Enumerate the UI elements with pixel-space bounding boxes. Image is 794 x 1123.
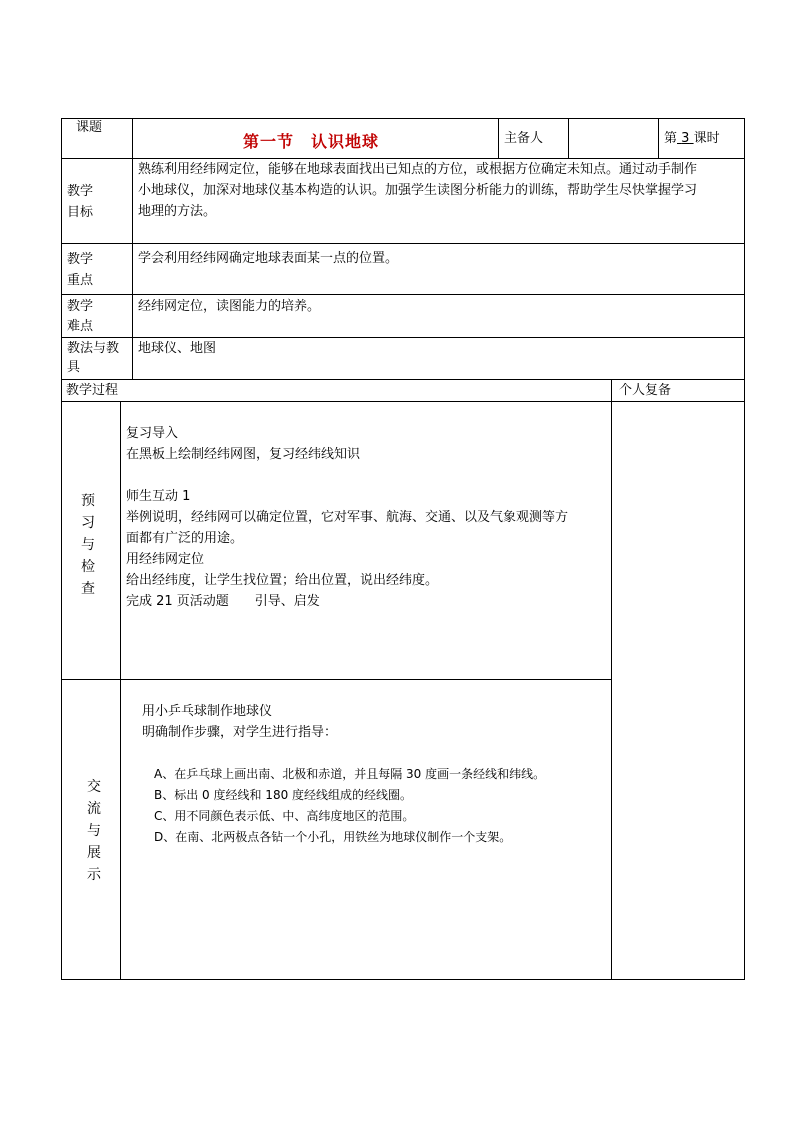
grid-line [61, 679, 612, 680]
section1-line: 用经纬网定位 [126, 552, 205, 567]
preparer-label: 主备人 [504, 131, 544, 146]
grid-line [61, 979, 745, 980]
grid-line [132, 118, 133, 380]
difficulty-label: 教学 [67, 299, 94, 314]
section2-intro: 用小乒乓球制作地球仪 [142, 704, 273, 719]
section1-line: 复习导入 [126, 426, 179, 441]
goal-text-line: 地理的方法。 [138, 204, 217, 219]
page-title: 第一节 认识地球 [243, 132, 380, 151]
personal-label: 个人复备 [619, 383, 672, 398]
goal-label: 目标 [67, 205, 94, 220]
lesson-suffix: 课时 [693, 131, 720, 146]
step-item: D、在南、北两极点各钻一个小孔，用铁丝为地球仪制作一个支架。 [154, 830, 512, 844]
section1-line: 在黑板上绘制经纬网图，复习经纬线知识 [126, 447, 361, 462]
grid-line [61, 118, 745, 119]
method-label: 教法与教 [67, 341, 120, 356]
section1-line: 举例说明，经纬网可以确定位置，它对军事、航海、交通、以及气象观测等方 [126, 510, 569, 525]
grid-line [658, 118, 659, 159]
grid-line [61, 243, 745, 244]
section2-intro: 明确制作步骤，对学生进行指导： [142, 725, 338, 740]
section1-line: 面都有广泛的用途。 [126, 531, 244, 546]
difficulty-label: 难点 [67, 319, 94, 334]
key-text: 学会利用经纬网确定地球表面某一点的位置。 [138, 251, 399, 266]
grid-line [120, 401, 121, 980]
goal-text-line: 熟练利用经纬网定位，能够在地球表面找出已知点的方位，或根据方位确定未知点。通过动手制作 [138, 162, 698, 177]
step-item: C、用不同颜色表示低、中、高纬度地区的范围。 [154, 809, 415, 823]
grid-line [744, 118, 745, 980]
grid-line [61, 118, 62, 980]
process-label: 教学过程 [66, 383, 119, 398]
key-label: 教学 [67, 252, 94, 267]
goal-label: 教学 [67, 184, 94, 199]
section1-line: 给出经纬度，让学生找位置；给出位置，说出经纬度。 [126, 573, 439, 588]
lesson-number [664, 128, 720, 149]
topic-label: 课题 [76, 120, 103, 135]
difficulty-text: 经纬网定位，读图能力的培养。 [138, 299, 321, 314]
lesson-number-value: 3 [681, 131, 690, 146]
lesson-prefix: 第 [664, 131, 678, 146]
key-label: 重点 [67, 273, 94, 288]
goal-text-line: 小地球仪，加深对地球仪基本构造的认识。加强学生读图分析能力的训练，帮助学生尽快掌握学习 [138, 183, 698, 198]
grid-line [498, 118, 499, 159]
method-text: 地球仪、地图 [138, 341, 217, 356]
grid-line [611, 379, 612, 980]
method-label: 具 [67, 360, 81, 375]
step-item: A、在乒乓球上画出南、北极和赤道，并且每隔 30 度画一条经线和纬线。 [154, 767, 546, 781]
section2-side-label: 交 流 与 展 示 [87, 779, 101, 883]
section1-line: 完成 21 页活动题 引导、启发 [126, 594, 320, 609]
grid-line [61, 401, 745, 402]
step-item: B、标出 0 度经线和 180 度经线组成的经线圈。 [154, 788, 413, 802]
grid-line [61, 294, 745, 295]
section1-line: 师生互动 1 [126, 489, 191, 504]
section1-side-label: 预 习 与 检 查 [81, 493, 95, 597]
grid-line [568, 118, 569, 159]
